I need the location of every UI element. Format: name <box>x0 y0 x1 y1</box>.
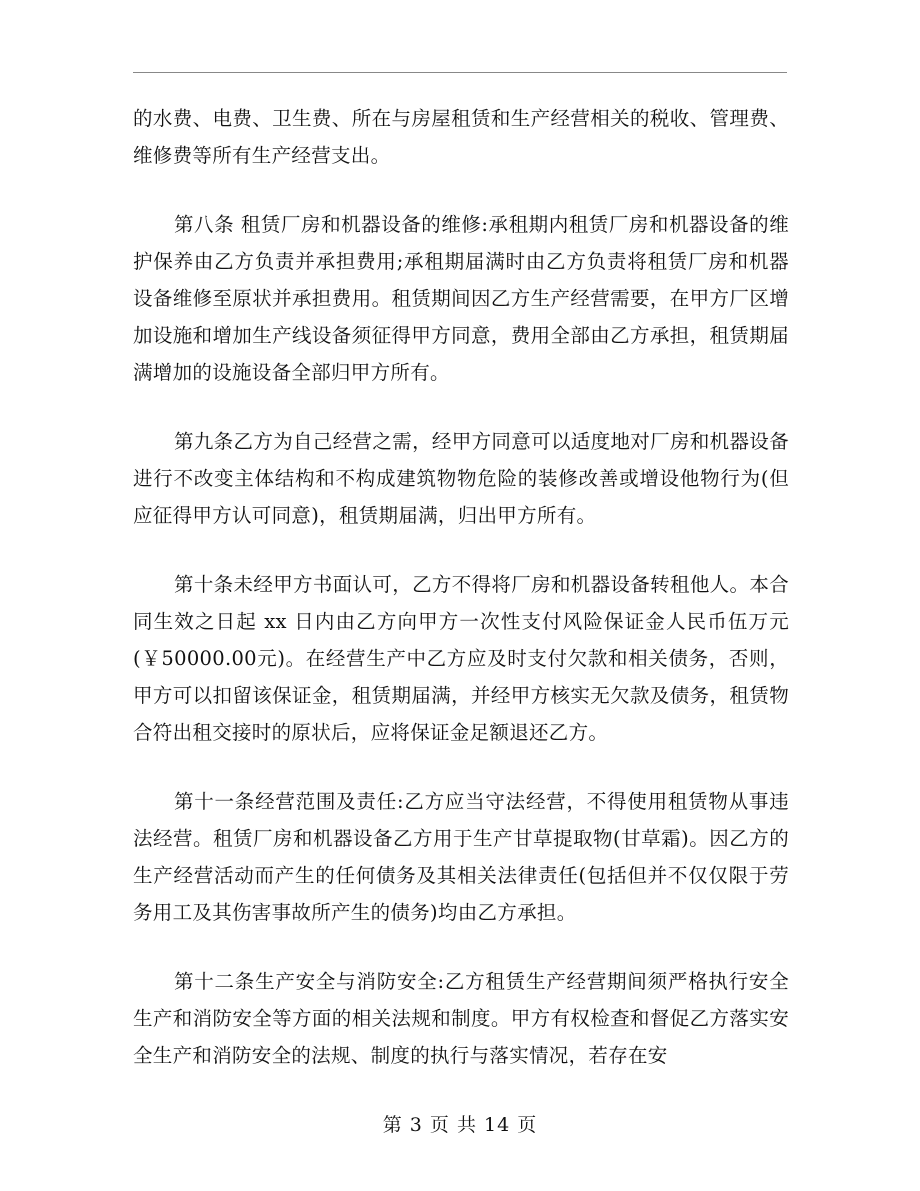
paragraph-article-10: 第十条未经甲方书面认可，乙方不得将厂房和机器设备转租他人。本合同生效之日起 xx 日内由乙方向甲方一次性支付风险保证金人民币伍万元(￥50000.00元)。在经营生产中乙方应及时支付欠款和相关债务，否则，甲方可以扣留该保证金，租赁期届满，并经甲方核实无欠款及债务，租赁物合符出租交接时的原状后，应将保证金足额退还乙方。 <box>133 573 789 744</box>
paragraph-continuation: 的水费、电费、卫生费、所在与房屋租赁和生产经营相关的税收、管理费、维修费等所有生产经营支出。 <box>133 107 789 167</box>
header-rule <box>133 72 787 73</box>
paragraph-article-8: 第八条 租赁厂房和机器设备的维修:承租期内租赁厂房和机器设备的维护保养由乙方负责并承担费用;承租期届满时由乙方负责将租赁厂房和机器设备维修至原状并承担费用。租赁期间因乙方生产经营需要，在甲方厂区增加设施和增加生产线设备须征得甲方同意，费用全部由乙方承担，租赁期届满增加的设施设备全部归甲方所有。 <box>133 213 789 384</box>
paragraph-article-11: 第十一条经营范围及责任:乙方应当守法经营，不得使用租赁物从事违法经营。租赁厂房和机器设备乙方用于生产甘草提取物(甘草霜)。因乙方的生产经营活动而产生的任何债务及其相关法律责任(包括但并不仅仅限于劳务用工及其伤害事故所产生的债务)均由乙方承担。 <box>133 790 789 924</box>
document-body <box>133 100 789 1106</box>
page-number-footer: 第 3 页 共 14 页 <box>382 1114 538 1136</box>
paragraph-article-9: 第九条乙方为自己经营之需，经甲方同意可以适度地对厂房和机器设备进行不改变主体结构和不构成建筑物物危险的装修改善或增设他物行为(但应征得甲方认可同意)，租赁期届满，归出甲方所有。 <box>133 430 789 527</box>
paragraph-article-12: 第十二条生产安全与消防安全:乙方租赁生产经营期间须严格执行安全生产和消防安全等方面的相关法规和制度。甲方有权检查和督促乙方落实安全生产和消防安全的法规、制度的执行与落实情况，若存在安 <box>133 970 789 1067</box>
